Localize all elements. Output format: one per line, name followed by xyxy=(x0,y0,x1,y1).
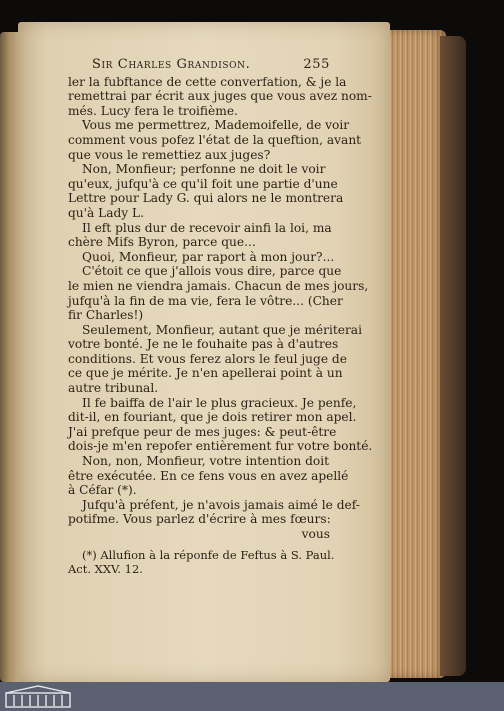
footnote-line: (*) Allufion à la réponfe de Feftus à S. Paul. xyxy=(82,547,335,562)
text-line: dois-je m'en repofer entièrement fur votre bonté. xyxy=(68,439,373,454)
text-line: Non, Monfieur; perfonne ne doit le voir xyxy=(82,162,326,177)
text-line: Il eft plus dur de recevoir ainfi la loi, ma xyxy=(82,220,332,235)
text-line: à Céfar (*). xyxy=(68,483,137,498)
text-line: chère Mifs Byron, parce que... xyxy=(68,235,256,250)
text-line: C'étoit ce que j'allois vous dire, parce que xyxy=(82,264,342,279)
text-line: ce que je mérite. Je n'en apellerai point à un xyxy=(68,366,343,381)
text-line: J'ai prefque peur de mes juges: & peut-être xyxy=(68,424,337,439)
text-line: Quoi, Monfieur, par raport à mon jour?... xyxy=(82,249,335,264)
text-line: Non, non, Monfieur, votre intention doit xyxy=(82,454,330,469)
footnote-line: Act. XXV. 12. xyxy=(68,562,143,577)
running-head-title: Sir Charles Grandison. xyxy=(92,57,251,72)
text-line: Vous me permettrez, Mademoifelle, de voir xyxy=(82,118,350,133)
text-line: Jufqu'à préfent, je n'avois jamais aimé le def- xyxy=(82,497,360,512)
text-line: dit-il, en fouriant, que je dois retirer mon apel. xyxy=(68,410,357,425)
text-line: Lettre pour Lady G. qui alors ne le montrera xyxy=(68,191,344,206)
page-number: 255 xyxy=(303,57,330,72)
viewer-footer-bar xyxy=(0,682,504,711)
text-line: qu'eux, jufqu'à ce qu'il foit une partie d'une xyxy=(68,176,338,191)
text-line: le mien ne viendra jamais. Chacun de mes jours, xyxy=(68,278,369,293)
text-line: fir Charles!) xyxy=(68,308,144,323)
text-line: ler la fubftance de cette converfation, & je la xyxy=(68,74,347,89)
text-line: Il fe baiffa de l'air le plus gracieux. Je penfe, xyxy=(82,395,357,410)
text-line: jufqu'à la fin de ma vie, fera le vôtre... (Cher xyxy=(68,293,343,308)
text-line: votre bonté. Je ne le fouhaite pas à d'autres xyxy=(68,337,339,352)
page-fore-edge xyxy=(384,30,446,678)
book-cover xyxy=(440,36,466,676)
text-line: être exécutée. En ce fens vous en avez apellé xyxy=(68,468,349,483)
text-line: Seulement, Monfieur, autant que je mériterai xyxy=(82,322,362,337)
catchword: vous xyxy=(301,527,330,541)
footnote xyxy=(68,547,335,577)
running-head xyxy=(68,58,330,73)
text-line: més. Lucy fera le troifième. xyxy=(68,103,238,118)
text-line: autre tribunal. xyxy=(68,381,159,396)
text-line: remettrai par écrit aux juges que vous avez nom- xyxy=(68,89,372,104)
text-line: que vous le remettiez aux juges? xyxy=(68,147,271,162)
text-line: potifme. Vous parlez d'écrire à mes fœurs: xyxy=(68,512,331,527)
text-line: comment vous pofez l'état de la queftion, avant xyxy=(68,132,362,147)
library-building-icon xyxy=(4,684,72,708)
text-line: qu'à Lady L. xyxy=(68,205,145,220)
page-text xyxy=(68,57,373,577)
text-line: conditions. Et vous ferez alors le feul juge de xyxy=(68,351,347,366)
